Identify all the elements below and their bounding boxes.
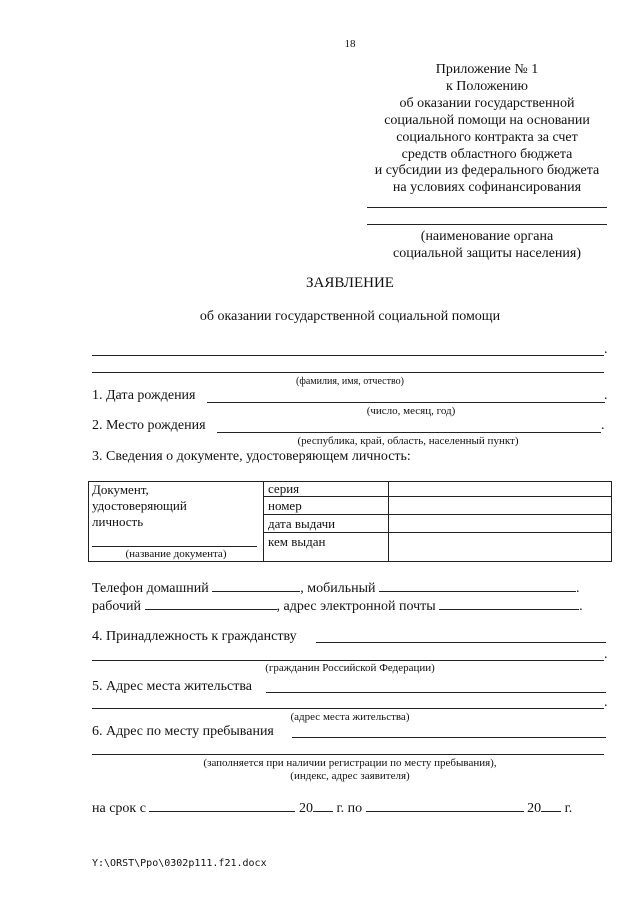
table-divider (263, 481, 264, 562)
residence-label: 5. Адрес места жительства (92, 679, 252, 694)
footer-file-path: Y:\ORST\Ppo\0302p111.f21.docx (92, 858, 267, 869)
document-subtitle: об оказании государственной социальной помощи (199, 309, 501, 324)
fio-field-2[interactable] (92, 372, 604, 373)
appendix-line: об оказании государственной (399, 96, 575, 111)
appendix-line: средств областного бюджета (401, 147, 573, 162)
table-row-issued-by-label: кем выдан (268, 534, 326, 549)
term-to-label: г. по (336, 801, 363, 816)
organ-name-line[interactable] (367, 207, 607, 208)
fio-field[interactable] (92, 355, 604, 356)
doc-label: Документ, (92, 482, 149, 497)
birthplace-caption: (республика, край, область, населенный пункт) (297, 435, 519, 447)
term-year-prefix: 20 (298, 801, 313, 816)
residence-caption: (адрес места жительства) (290, 711, 410, 723)
organ-caption: социальной защиты населения) (392, 246, 582, 261)
document-title: ЗАЯВЛЕНИЕ (306, 275, 394, 291)
home-phone-label: Телефон домашний (92, 581, 209, 596)
doc-label: удостоверяющий (92, 498, 187, 513)
birth-date-label: 1. Дата рождения (92, 388, 196, 403)
fio-caption: (фамилия, имя, отчество) (296, 376, 404, 387)
table-row-line (263, 514, 612, 515)
residence-field-2[interactable] (92, 708, 604, 709)
stay-caption: (заполняется при наличии регистрации по месту пребывания), (203, 757, 497, 769)
mobile-phone-label: , мобильный (300, 581, 376, 596)
work-phone-label: рабочий (92, 599, 141, 614)
email-label: , адрес электронной почты (276, 599, 436, 614)
period: . (604, 342, 608, 357)
appendix-line: на условиях софинансирования (392, 180, 582, 195)
series-value-cell[interactable] (390, 482, 610, 495)
period: . (604, 695, 608, 710)
stay-field-2[interactable] (92, 754, 604, 755)
date-caption: (число, месяц, год) (366, 405, 456, 417)
appendix-line: Приложение № 1 (435, 62, 539, 77)
mobile-phone-field[interactable] (379, 579, 576, 592)
residence-field[interactable] (266, 692, 606, 693)
birth-place-label: 2. Место рождения (92, 418, 206, 433)
period: . (604, 388, 608, 403)
doc-label: личность (92, 514, 144, 529)
birth-place-field[interactable] (217, 432, 601, 433)
issue-date-value-cell[interactable] (390, 516, 610, 531)
table-row-series-label: серия (268, 481, 300, 496)
term-to-year-field[interactable] (541, 799, 561, 812)
organ-name-line[interactable] (367, 224, 607, 225)
term-year-prefix: 20 (527, 801, 542, 816)
birth-date-field[interactable] (207, 402, 605, 403)
work-phone-row (92, 597, 583, 615)
term-from-field[interactable] (149, 799, 295, 812)
table-divider (388, 481, 389, 562)
id-doc-label: 3. Сведения о документе, удостоверяющем личность: (92, 449, 411, 464)
period: . (601, 418, 605, 433)
organ-caption: (наименование органа (420, 229, 554, 244)
stay-caption-2: (индекс, адрес заявителя) (290, 770, 410, 782)
email-field[interactable] (439, 597, 579, 610)
period: . (579, 599, 583, 614)
citizenship-label: 4. Принадлежность к гражданству (92, 629, 297, 644)
period: . (576, 581, 580, 596)
period: . (604, 647, 608, 662)
term-from-label: на срок с (92, 801, 146, 816)
stay-field[interactable] (292, 737, 606, 738)
page-number: 18 (344, 38, 356, 50)
citizenship-field-2[interactable] (92, 660, 604, 661)
term-end-label: г. (564, 801, 573, 816)
stay-label: 6. Адрес по месту пребывания (92, 724, 274, 739)
citizenship-caption: (гражданин Российской Федерации) (265, 662, 435, 674)
doc-name-field[interactable] (92, 546, 257, 547)
table-row-issue-date-label: дата выдачи (268, 516, 336, 531)
table-row-line (263, 532, 612, 533)
table-row-number-label: номер (268, 498, 302, 513)
number-value-cell[interactable] (390, 498, 610, 513)
appendix-line: к Положению (445, 79, 529, 94)
doc-name-caption: (название документа) (125, 548, 227, 560)
appendix-line: и субсидии из федерального бюджета (374, 163, 600, 178)
issued-by-value-cell[interactable] (390, 534, 610, 561)
phone-row (92, 579, 580, 597)
appendix-line: социального контракта за счет (396, 130, 578, 145)
work-phone-field[interactable] (145, 597, 277, 610)
term-from-year-field[interactable] (313, 799, 333, 812)
citizenship-field[interactable] (316, 642, 606, 643)
appendix-line: социальной помощи на основании (384, 113, 590, 128)
term-row (92, 799, 572, 817)
home-phone-field[interactable] (212, 579, 300, 592)
table-row-line (263, 496, 612, 497)
term-to-field[interactable] (366, 799, 524, 812)
